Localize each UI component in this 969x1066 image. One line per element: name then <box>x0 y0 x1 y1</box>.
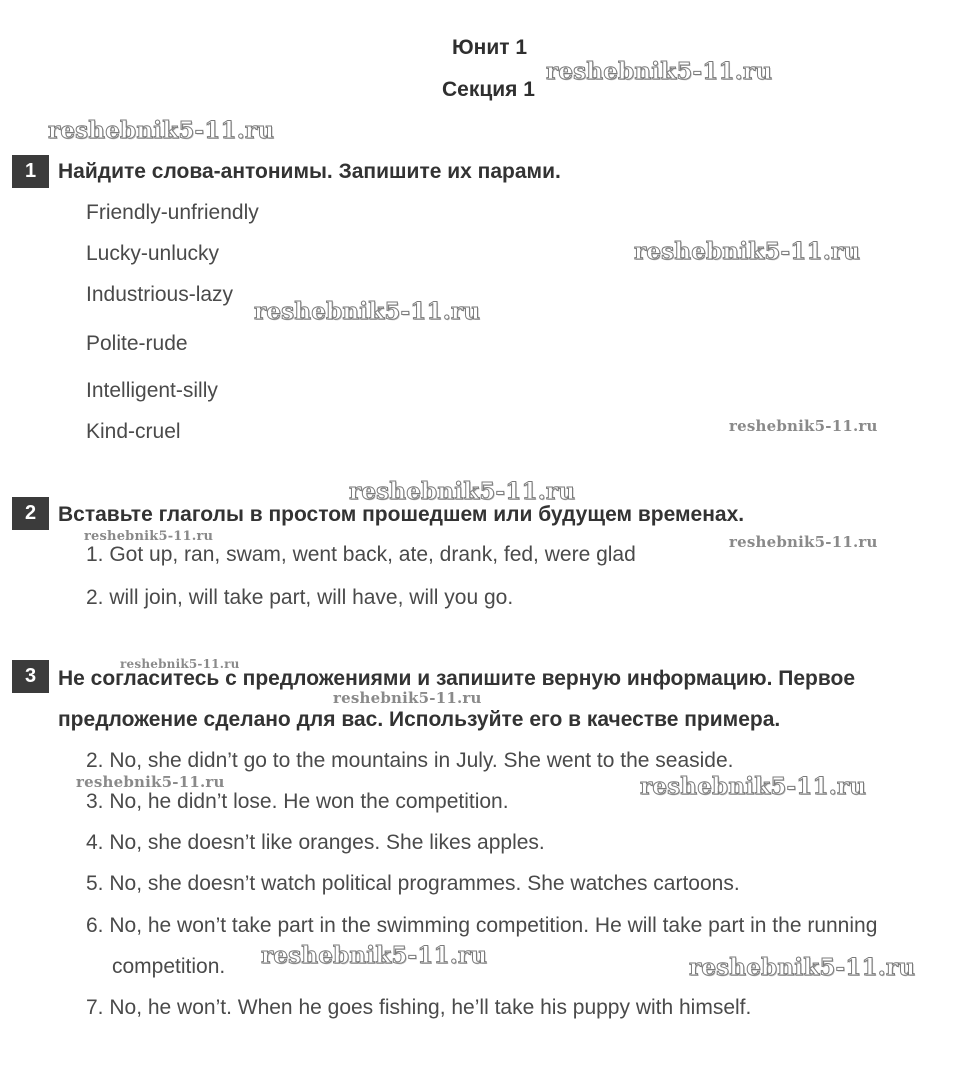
task-1-line: Friendly-unfriendly <box>86 201 259 224</box>
watermark-text: reshebnik5-11.ru <box>729 417 878 435</box>
task-3-heading-line-2: предложение сделано для вас. Используйте его в качестве примера. <box>58 708 781 731</box>
watermark-text: reshebnik5-11.ru <box>349 478 576 505</box>
task-2-line: 2. will join, will take part, will have, will you go. <box>86 586 514 609</box>
task-1-heading: Найдите слова-антонимы. Запишите их парами. <box>58 160 561 183</box>
task-1-line: Intelligent-silly <box>86 379 218 402</box>
task-1-number-badge: 1 <box>12 155 49 188</box>
watermark-text: reshebnik5-11.ru <box>640 773 867 800</box>
task-1-line: Industrious-lazy <box>86 283 234 306</box>
watermark-text: reshebnik5-11.ru <box>48 117 275 144</box>
task-3-line: 6. No, he won’t take part in the swimming competition. He will take part in the running <box>86 914 878 937</box>
task-3-line-continuation: competition. <box>112 955 226 978</box>
task-3-line: 2. No, she didn’t go to the mountains in July. She went to the seaside. <box>86 749 734 772</box>
task-3-line: 3. No, he didn’t lose. He won the competition. <box>86 790 509 813</box>
task-2-number-badge: 2 <box>12 497 49 530</box>
unit-title: Юнит 1 <box>452 36 528 59</box>
watermark-text: reshebnik5-11.ru <box>729 533 878 551</box>
task-3-line: 7. No, he won’t. When he goes fishing, he’ll take his puppy with himself. <box>86 996 752 1019</box>
section-title: Секция 1 <box>442 78 535 101</box>
task-2-line: 1. Got up, ran, swam, went back, ate, drank, fed, were glad <box>86 543 636 566</box>
task-1-line: Lucky-unlucky <box>86 242 220 265</box>
task-3-number-badge: 3 <box>12 660 49 693</box>
task-1-line: Polite-rude <box>86 332 188 355</box>
watermark-text: reshebnik5-11.ru <box>546 58 773 85</box>
watermark-text: reshebnik5-11.ru <box>689 954 916 981</box>
watermark-text: reshebnik5-11.ru <box>76 773 225 791</box>
watermark-text: reshebnik5-11.ru <box>261 942 488 969</box>
watermark-text: reshebnik5-11.ru <box>254 298 481 325</box>
task-3-heading-line-1: Не согласитесь с предложениями и запишите верную информацию. Первое <box>58 667 856 690</box>
task-3-line: 4. No, she doesn’t like oranges. She likes apples. <box>86 831 545 854</box>
watermark-text: reshebnik5-11.ru <box>634 238 861 265</box>
watermark-text: reshebnik5-11.ru <box>120 657 240 671</box>
task-1-line: Kind-cruel <box>86 420 181 443</box>
task-2-heading: Вставьте глаголы в простом прошедшем или будущем временах. <box>58 503 745 526</box>
watermark-text: reshebnik5-11.ru <box>333 689 482 707</box>
watermark-text: reshebnik5-11.ru <box>84 529 214 544</box>
task-3-line: 5. No, she doesn’t watch political programmes. She watches cartoons. <box>86 872 740 895</box>
